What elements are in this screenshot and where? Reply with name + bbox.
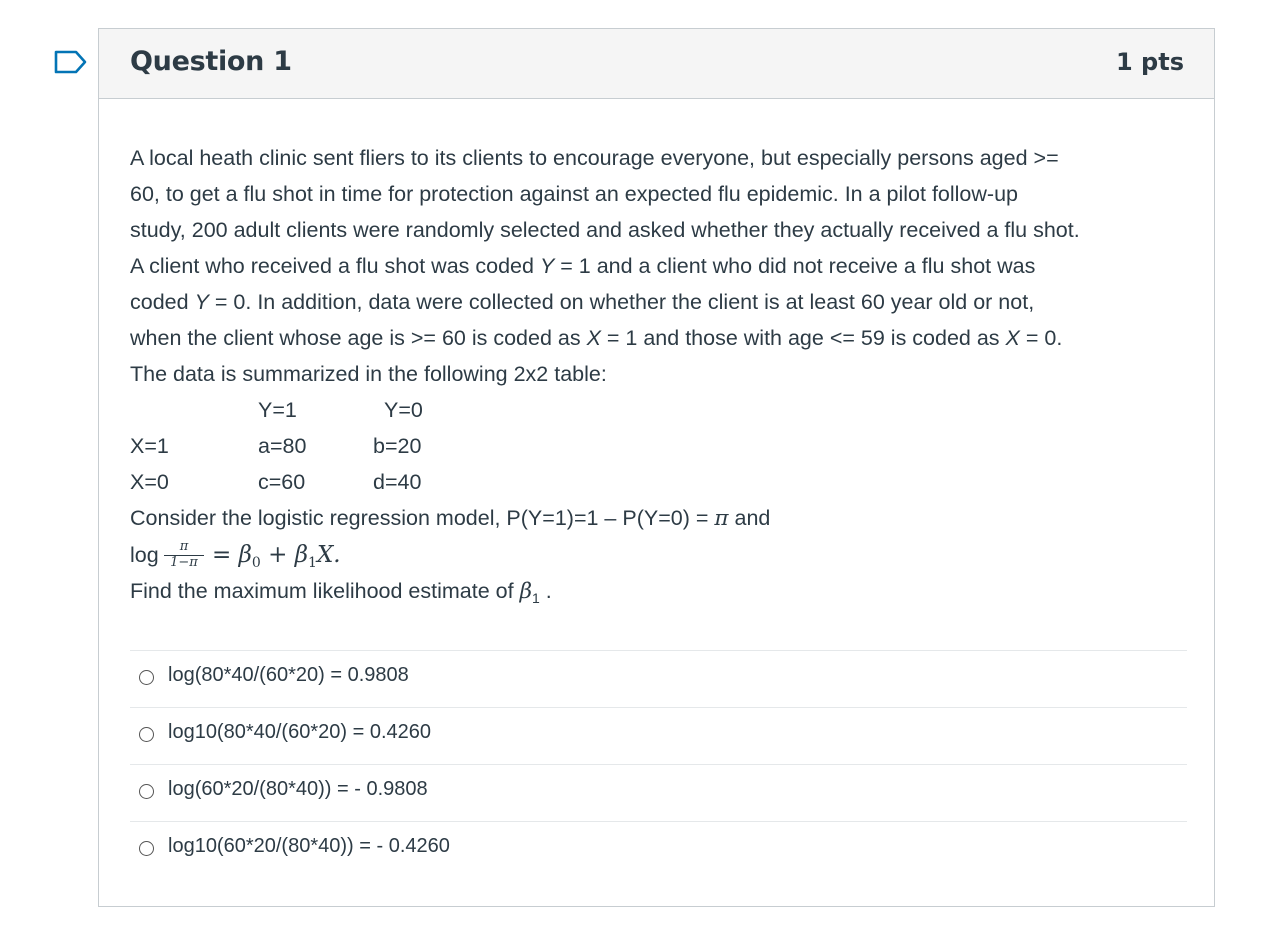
question-line: 60, to get a flu shot in time for protection against an expected flu epidemic. In a pilot follow-up [130, 182, 1018, 206]
question-text [130, 140, 1190, 616]
question-line: study, 200 adult clients were randomly selected and asked whether they actually received a flu shot. [130, 218, 1080, 242]
question-points: 1 pts [1116, 48, 1184, 76]
contingency-table [130, 392, 1190, 500]
answer-list [130, 650, 1187, 878]
radio-unchecked-icon[interactable] [139, 784, 154, 799]
find-line: Find the maximum likelihood estimate of $\beta_1$ . [130, 579, 552, 606]
radio-unchecked-icon[interactable] [139, 670, 154, 685]
question-header [99, 29, 1214, 99]
table-header-cell: Y=0 [384, 398, 423, 422]
answer-label[interactable]: log(60*20/(80*40)) = - 0.9808 [168, 778, 428, 800]
answer-label[interactable]: log10(60*20/(80*40)) = - 0.4260 [168, 835, 450, 857]
question-line: A local heath clinic sent fliers to its clients to encourage everyone, but especially persons aged >= [130, 146, 1059, 170]
question-line: A client who received a flu shot was coded Y = 1 and a client who did not receive a flu shot was [130, 254, 1036, 278]
answer-label[interactable]: log10(80*40/(60*20) = 0.4260 [168, 721, 431, 743]
logit-formula [130, 537, 1190, 573]
radio-unchecked-icon[interactable] [139, 841, 154, 856]
answer-label[interactable]: log(80*40/(60*20) = 0.9808 [168, 664, 409, 686]
formula-log: log [130, 543, 159, 567]
table-cell: d=40 [373, 470, 422, 494]
flag-question-icon[interactable] [54, 50, 88, 74]
question-line: The data is summarized in the following 2x2 table: [130, 362, 607, 386]
answer-option[interactable] [130, 821, 1187, 878]
formula-fraction: $\frac{\pi}{1-\pi}$ [164, 540, 204, 570]
table-cell: b=20 [373, 434, 422, 458]
answer-option[interactable] [130, 764, 1187, 821]
question-title: Question 1 [130, 46, 292, 77]
table-row [130, 428, 730, 464]
table-row-label: X=1 [130, 434, 169, 458]
radio-unchecked-icon[interactable] [139, 727, 154, 742]
question-line: when the client whose age is >= 60 is coded as X = 1 and those with age <= 59 is coded as X = 0. [130, 326, 1063, 350]
table-row-label: X=0 [130, 470, 169, 494]
table-cell: c=60 [258, 470, 306, 494]
table-header-row [130, 392, 730, 428]
model-line: Consider the logistic regression model, P(Y=1)=1 – P(Y=0) = π and [130, 506, 771, 531]
table-cell: a=80 [258, 434, 307, 458]
question-line: coded Y = 0. In addition, data were collected on whether the client is at least 60 year old or not, [130, 290, 1035, 314]
answer-option[interactable] [130, 650, 1187, 707]
question-card [98, 28, 1215, 907]
answer-option[interactable] [130, 707, 1187, 764]
formula-rhs: = $\beta_0 + \beta_1X$. [212, 542, 341, 571]
table-header-cell: Y=1 [258, 398, 297, 422]
table-row [130, 464, 730, 500]
